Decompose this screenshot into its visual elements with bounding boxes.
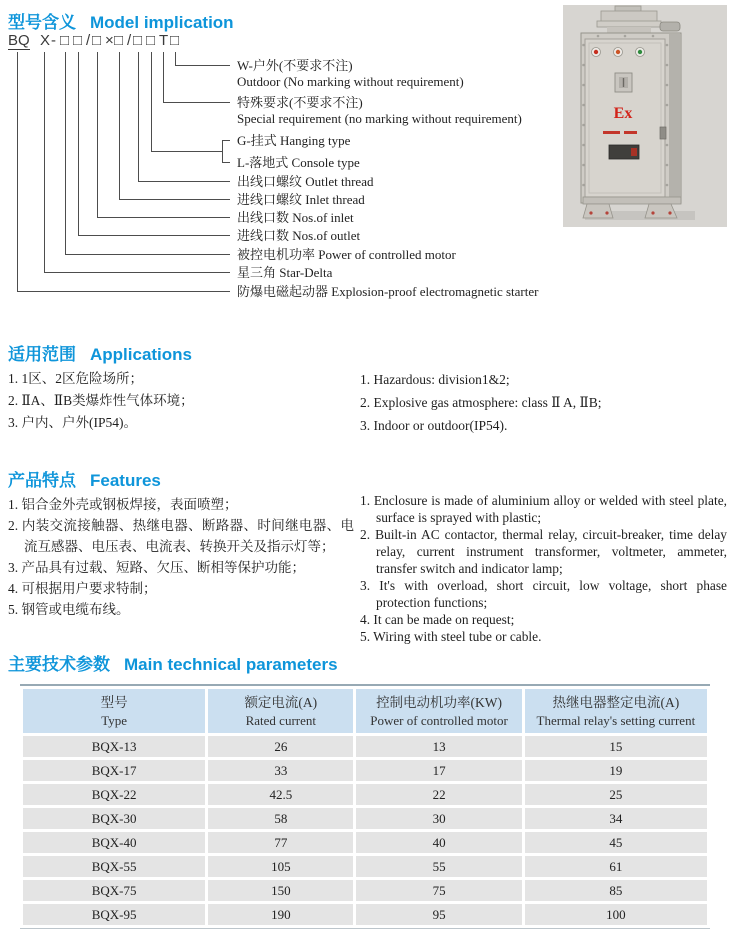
applications-list-en [360, 368, 725, 437]
col-header-rated-current: 额定电流(A) Rated current [208, 689, 353, 733]
table-row [23, 760, 707, 781]
foot-right [645, 204, 677, 218]
list-item: 1. 1区、2区危险场所； [8, 371, 143, 386]
col-header-motor-power: 控制电动机功率(KW) Power of controlled motor [356, 689, 521, 733]
table-header-row [23, 689, 707, 733]
features-list-en [360, 492, 727, 645]
nameplate-red-block [631, 148, 637, 156]
cell-relay-current: 45 [525, 832, 707, 853]
model-label-star-delta: 星三角 Star-Delta [237, 265, 333, 280]
model-label-motor-power: 被控电机功率 Power of controlled motor [237, 247, 456, 262]
lamp-green [638, 50, 642, 54]
list-item: 3. Indoor or outdoor(IP54). [360, 418, 508, 433]
model-label-starter: 防爆电磁起动器 Explosion-proof electromagnetic starter [237, 284, 539, 299]
cell-rated-current: 33 [208, 760, 353, 781]
heading-en: Main technical parameters [124, 655, 338, 674]
cell-motor-power: 22 [356, 784, 521, 805]
cell-relay-current: 34 [525, 808, 707, 829]
model-label-outdoor: W-户外(不要求不注) Outdoor (No marking without requirement) [237, 58, 464, 89]
cell-rated-current: 42.5 [208, 784, 353, 805]
list-item: 2. Built-in AC contactor, thermal relay, circuit-breaker, time delay relay, current instrument transformer, voltmeter, ammeter, transfer switch and indicator lamp; [360, 527, 727, 576]
model-label-console-type: L-落地式 Console type [237, 155, 360, 170]
heading-zh: 适用范围 [8, 345, 76, 364]
model-token: - [51, 32, 56, 49]
col-header-relay-setting-current: 热继电器整定电流(A) Thermal relay's setting current [525, 689, 707, 733]
cell-rated-current: 150 [208, 880, 353, 901]
list-item: 3. It's with overload, short circuit, low voltage, short phase protection functions; [360, 578, 727, 610]
list-item: 4. It can be made on request; [360, 612, 515, 627]
cell-rated-current: 190 [208, 904, 353, 925]
cell-relay-current: 100 [525, 904, 707, 925]
applications-list-zh [8, 368, 353, 434]
cell-motor-power: 75 [356, 880, 521, 901]
model-token: X [40, 32, 51, 49]
model-section-heading [8, 8, 234, 33]
model-token: × [105, 32, 114, 49]
heading-zh: 型号含义 [8, 13, 76, 32]
table-row [23, 904, 707, 925]
list-item: 2. 内装交流接触器、热继电器、断路器、时间继电器、电流互感器、电压表、电流表、转换开关及指示灯等； [8, 518, 354, 554]
list-item: 4. 可根据用户要求特制； [8, 581, 157, 596]
model-label-nos-of-inlet: 出线口数 Nos.of inlet [237, 210, 354, 225]
cell-motor-power: 55 [356, 856, 521, 877]
cell-motor-power: 40 [356, 832, 521, 853]
cell-rated-current: 58 [208, 808, 353, 829]
junction-flange [597, 21, 661, 27]
model-token: / [86, 32, 91, 49]
table-row [23, 880, 707, 901]
features-heading [8, 466, 161, 491]
table-row [23, 808, 707, 829]
lamp-red [594, 50, 598, 54]
table-row [23, 856, 707, 877]
heading-en: Applications [90, 345, 193, 364]
model-token: □ [60, 32, 70, 49]
list-item: 2. ⅡA、ⅡB类爆炸性气体环境； [8, 393, 194, 408]
red-print-marks [603, 131, 637, 134]
cell-type: BQX-55 [23, 856, 205, 877]
list-item: 2. Explosive gas atmosphere: class Ⅱ A, ⅡB; [360, 395, 602, 410]
cell-relay-current: 19 [525, 760, 707, 781]
cabinet-side-shade [669, 34, 680, 202]
model-token: □ [146, 32, 156, 49]
model-label-inlet-thread: 进线口螺纹 Inlet thread [237, 192, 365, 207]
model-token: □ [133, 32, 143, 49]
list-item: 1. 铝合金外壳或钢板焊接，表面喷塑； [8, 497, 238, 512]
model-token: BQ [8, 32, 30, 49]
cell-rated-current: 77 [208, 832, 353, 853]
list-item: 5. Wiring with steel tube or cable. [360, 629, 542, 644]
cell-type: BQX-30 [23, 808, 205, 829]
cell-relay-current: 15 [525, 736, 707, 757]
model-token: □ [170, 32, 180, 49]
parameters-heading [8, 650, 338, 675]
list-item: 5. 钢管或电缆布线。 [8, 602, 130, 617]
heading-en: Model implication [90, 13, 234, 32]
cell-type: BQX-13 [23, 736, 205, 757]
parameters-table [20, 684, 710, 929]
cell-relay-current: 25 [525, 784, 707, 805]
cell-type: BQX-75 [23, 880, 205, 901]
cell-type: BQX-95 [23, 904, 205, 925]
cable-gland [660, 22, 680, 31]
list-item: 1. Enclosure is made of aluminium alloy or welded with steel plate, surface is sprayed with plastic; [360, 493, 727, 525]
model-token: T [159, 32, 169, 49]
foot-left [583, 204, 613, 218]
top-junction-box [601, 11, 657, 22]
cell-type: BQX-17 [23, 760, 205, 781]
model-label-nos-of-outlet: 进线口数 Nos.of outlet [237, 228, 361, 243]
cell-type: BQX-22 [23, 784, 205, 805]
cell-motor-power: 13 [356, 736, 521, 757]
neck [607, 27, 651, 33]
cell-motor-power: 30 [356, 808, 521, 829]
table-row [23, 832, 707, 853]
lamp-orange [616, 50, 620, 54]
cell-rated-current: 26 [208, 736, 353, 757]
cell-relay-current: 85 [525, 880, 707, 901]
heading-zh: 主要技术参数 [8, 655, 110, 674]
list-item: 3. 户内、户外(IP54)。 [8, 415, 137, 430]
model-label-outlet-thread: 出线口螺纹 Outlet thread [237, 174, 374, 189]
ex-marking: Ex [613, 105, 633, 122]
applications-heading [8, 340, 192, 365]
table-row [23, 784, 707, 805]
model-label-hanging-type: G-挂式 Hanging type [237, 133, 351, 148]
model-token: / [127, 32, 132, 49]
cell-rated-current: 105 [208, 856, 353, 877]
model-label-special-requirement: 特殊要求(不要求不注) Special requirement (no marking without requirement) [237, 95, 522, 126]
cell-relay-current: 61 [525, 856, 707, 877]
indicator-lamps [592, 48, 645, 57]
model-token: □ [73, 32, 83, 49]
table-row [23, 736, 707, 757]
features-list-zh [8, 494, 354, 620]
model-token: □ [114, 32, 124, 49]
cell-motor-power: 17 [356, 760, 521, 781]
list-item: 3. 产品具有过载、短路、欠压、断相等保护功能； [8, 560, 305, 575]
door-handle [660, 127, 666, 139]
model-token: □ [92, 32, 102, 49]
product-photo [563, 5, 727, 227]
list-item: 1. Hazardous: division1&2; [360, 372, 510, 387]
cell-type: BQX-40 [23, 832, 205, 853]
heading-en: Features [90, 471, 161, 490]
heading-zh: 产品特点 [8, 471, 76, 490]
bottom-rail [583, 197, 681, 204]
col-header-type: 型号 Type [23, 689, 205, 733]
cell-motor-power: 95 [356, 904, 521, 925]
